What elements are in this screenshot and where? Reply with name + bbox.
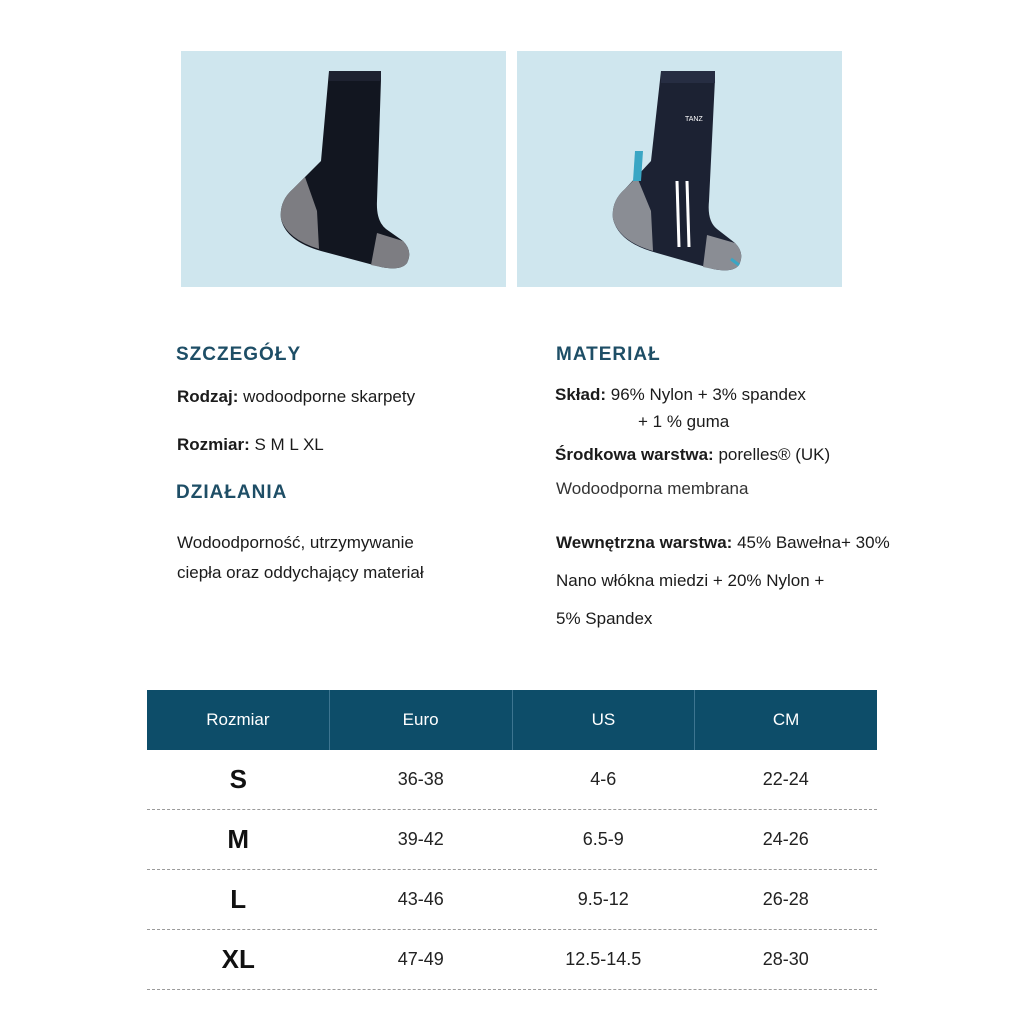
cell-cm: 24-26 bbox=[762, 829, 809, 849]
cell-size: L bbox=[230, 884, 247, 914]
table-row bbox=[147, 810, 877, 870]
header-us: US bbox=[513, 690, 696, 750]
inner-layer-line3: 5% Spandex bbox=[556, 609, 653, 628]
middle-layer-label: Środkowa warstwa: bbox=[555, 445, 714, 464]
table-row bbox=[147, 870, 877, 930]
type-label: Rodzaj: bbox=[177, 387, 239, 406]
composition-label: Skład: bbox=[555, 385, 607, 404]
header-size: Rozmiar bbox=[147, 690, 330, 750]
cell-size: XL bbox=[221, 944, 255, 974]
cell-euro: 39-42 bbox=[397, 829, 444, 849]
cell-euro: 47-49 bbox=[397, 949, 444, 969]
composition-value: 96% Nylon + 3% spandex bbox=[606, 385, 806, 404]
middle-layer-line bbox=[555, 445, 830, 465]
composition-line bbox=[555, 385, 806, 405]
type-value: wodoodporne skarpety bbox=[238, 387, 416, 406]
size-line bbox=[177, 435, 324, 455]
cell-size: M bbox=[227, 824, 250, 854]
sock-image-right bbox=[517, 51, 842, 287]
inner-layer-line bbox=[556, 533, 890, 553]
functions-line1: Wodoodporność, utrzymywanie bbox=[177, 533, 414, 552]
cell-size: S bbox=[229, 764, 247, 794]
details-heading: SZCZEGÓŁY bbox=[176, 344, 302, 365]
header-euro: Euro bbox=[330, 690, 513, 750]
size-table-header bbox=[147, 690, 877, 750]
cell-us: 6.5-9 bbox=[582, 829, 624, 849]
navy-sock-icon bbox=[517, 51, 842, 287]
inner-layer-line2: Nano włókna miedzi + 20% Nylon + bbox=[556, 571, 825, 590]
cell-euro: 36-38 bbox=[397, 769, 444, 789]
header-cm: CM bbox=[772, 710, 800, 729]
cell-us: 12.5-14.5 bbox=[565, 949, 642, 969]
cell-us: 9.5-12 bbox=[577, 889, 629, 909]
composition-value-cont: + 1 % guma bbox=[638, 412, 730, 431]
brand-text: TANZ bbox=[685, 116, 703, 123]
table-row bbox=[147, 930, 877, 990]
size-table bbox=[147, 690, 877, 990]
cell-cm: 22-24 bbox=[762, 769, 809, 789]
middle-layer-value: porelles® (UK) bbox=[713, 445, 831, 464]
inner-layer-label: Wewnętrzna warstwa: bbox=[556, 533, 733, 552]
functions-line2: ciepła oraz oddychający materiał bbox=[177, 563, 424, 582]
functions-heading: DZIAŁANIA bbox=[176, 482, 288, 503]
cell-us: 4-6 bbox=[590, 769, 617, 789]
middle-layer-note: Wodoodporna membrana bbox=[556, 479, 749, 498]
table-row bbox=[147, 750, 877, 810]
size-label: Rozmiar: bbox=[177, 435, 250, 454]
cell-cm: 28-30 bbox=[762, 949, 809, 969]
size-value: S M L XL bbox=[249, 435, 324, 454]
type-line bbox=[177, 387, 415, 407]
cell-euro: 43-46 bbox=[397, 889, 444, 909]
black-sock-icon bbox=[181, 51, 506, 287]
cell-cm: 26-28 bbox=[762, 889, 809, 909]
inner-layer-value: 45% Bawełna+ 30% bbox=[732, 533, 890, 552]
sock-image-left bbox=[181, 51, 506, 287]
material-heading: MATERIAŁ bbox=[556, 344, 661, 365]
